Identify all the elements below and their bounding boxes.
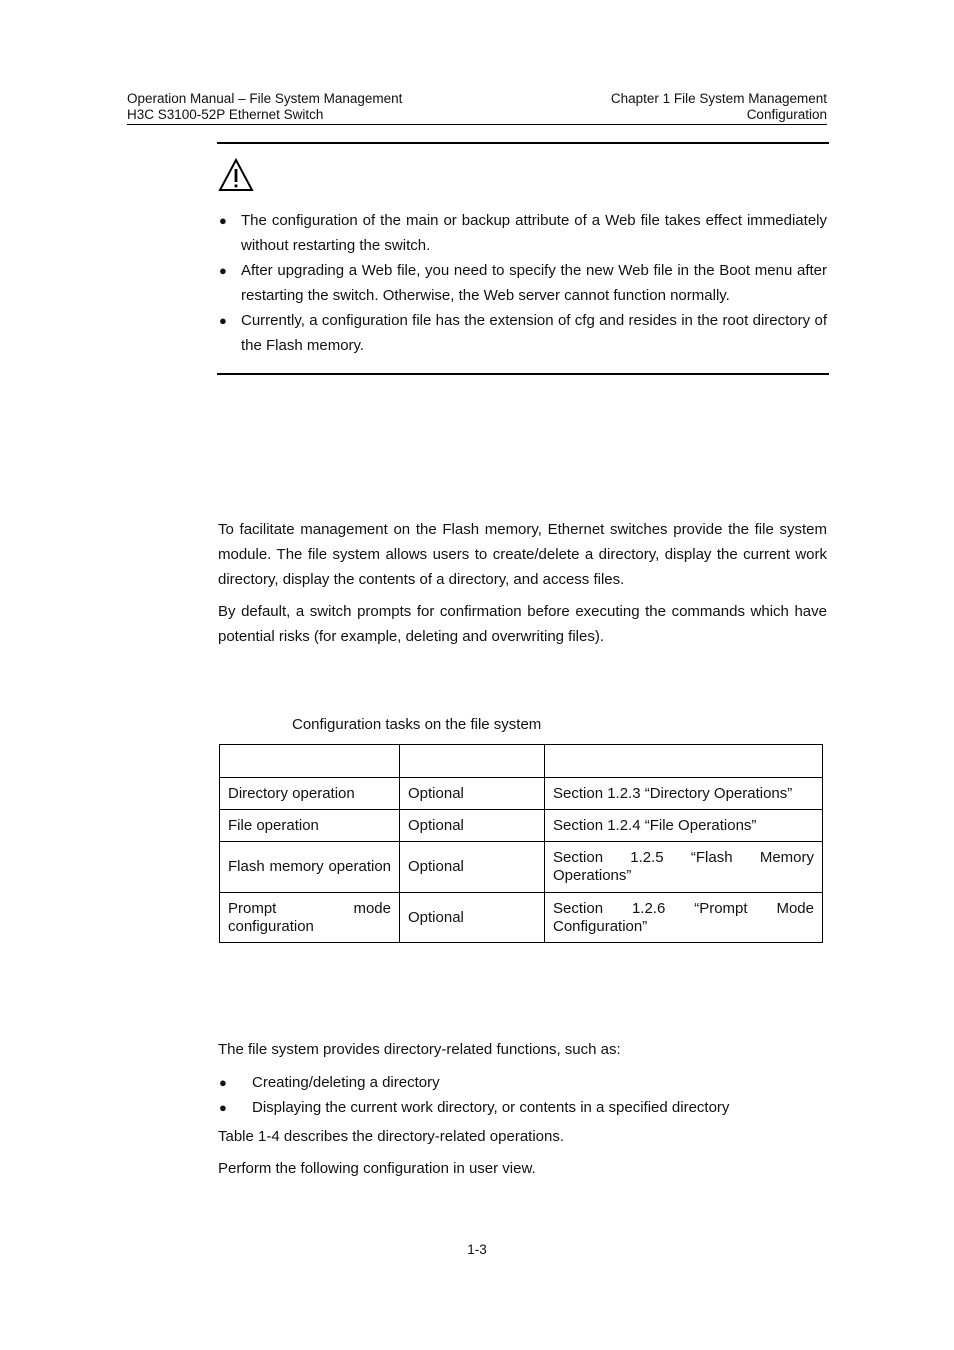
table-caption: Configuration tasks on the file system (292, 716, 542, 733)
remark-cell: Optional (400, 778, 545, 810)
table-header-row (220, 745, 823, 778)
header-rule (127, 124, 827, 125)
header-cell (220, 745, 400, 778)
bullet-icon: ● (219, 313, 227, 328)
task-cell: Prompt mode configuration (220, 893, 400, 943)
reference-cell: Section 1.2.4 “File Operations” (545, 810, 823, 842)
remark-cell: Optional (400, 893, 545, 943)
default-prompt-paragraph: By default, a switch prompts for confirmation before executing the commands which have potential risks (for example, deleting and overwriting files). (218, 603, 827, 645)
task-cell: Directory operation (220, 778, 400, 810)
remark-cell: Optional (400, 810, 545, 842)
user-view-paragraph: Perform the following configuration in user view. (218, 1160, 536, 1177)
caution-item: ● The configuration of the main or backup attribute of a Web file takes effect immediately without restarting the switch. (218, 208, 827, 258)
section-title: Configuration (746, 107, 827, 122)
reference-cell: Section 1.2.6 “Prompt Mode Configuration” (545, 893, 823, 943)
reference-cell: Section 1.2.3 “Directory Operations” (545, 778, 823, 810)
table-reference-paragraph: Table 1-4 describes the directory-related operations. (218, 1128, 565, 1145)
product-name: H3C S3100-52P Ethernet Switch (127, 107, 324, 122)
caution-top-rule (217, 142, 829, 144)
task-cell: File operation (220, 810, 400, 842)
config-tasks-table (219, 744, 823, 943)
task-cell: Flash memory operation (220, 842, 400, 893)
table-row (220, 893, 823, 943)
directory-intro: The file system provides directory-related functions, such as: (218, 1041, 621, 1058)
caution-item: ● Currently, a configuration file has the extension of cfg and resides in the root directory of the Flash memory. (218, 308, 827, 358)
remark-cell: Optional (400, 842, 545, 893)
chapter-title: Chapter 1 File System Management (610, 91, 827, 106)
bullet-icon: ● (219, 263, 227, 278)
running-header-right (611, 91, 827, 123)
caution-bottom-rule (217, 373, 829, 375)
list-item: ● Displaying the current work directory, or contents in a specified directory (218, 1095, 729, 1120)
directory-function-list (218, 1070, 729, 1120)
page-number: 1-3 (467, 1242, 487, 1257)
warning-triangle-icon (218, 158, 254, 192)
table-row (220, 842, 823, 893)
caution-item: ● After upgrading a Web file, you need to specify the new Web file in the Boot menu after restarting the switch. Otherwise, the Web server cannot function normally. (218, 258, 827, 308)
manual-title: Operation Manual – File System Management (127, 91, 403, 106)
table-row (220, 778, 823, 810)
caution-list (218, 208, 827, 358)
intro-paragraph: To facilitate management on the Flash memory, Ethernet switches provide the file system module. The file system allows users to create/delete a directory, display the current work directory, display the contents of a directory, and access files. (218, 521, 827, 588)
header-cell (545, 745, 823, 778)
reference-cell: Section 1.2.5 “Flash Memory Operations” (545, 842, 823, 893)
running-header-left (127, 91, 402, 123)
bullet-icon: ● (219, 213, 227, 228)
bullet-icon: ● (219, 1075, 227, 1090)
list-item: ● Creating/deleting a directory (218, 1070, 729, 1095)
bullet-icon: ● (219, 1100, 227, 1115)
table-row (220, 810, 823, 842)
header-cell (400, 745, 545, 778)
